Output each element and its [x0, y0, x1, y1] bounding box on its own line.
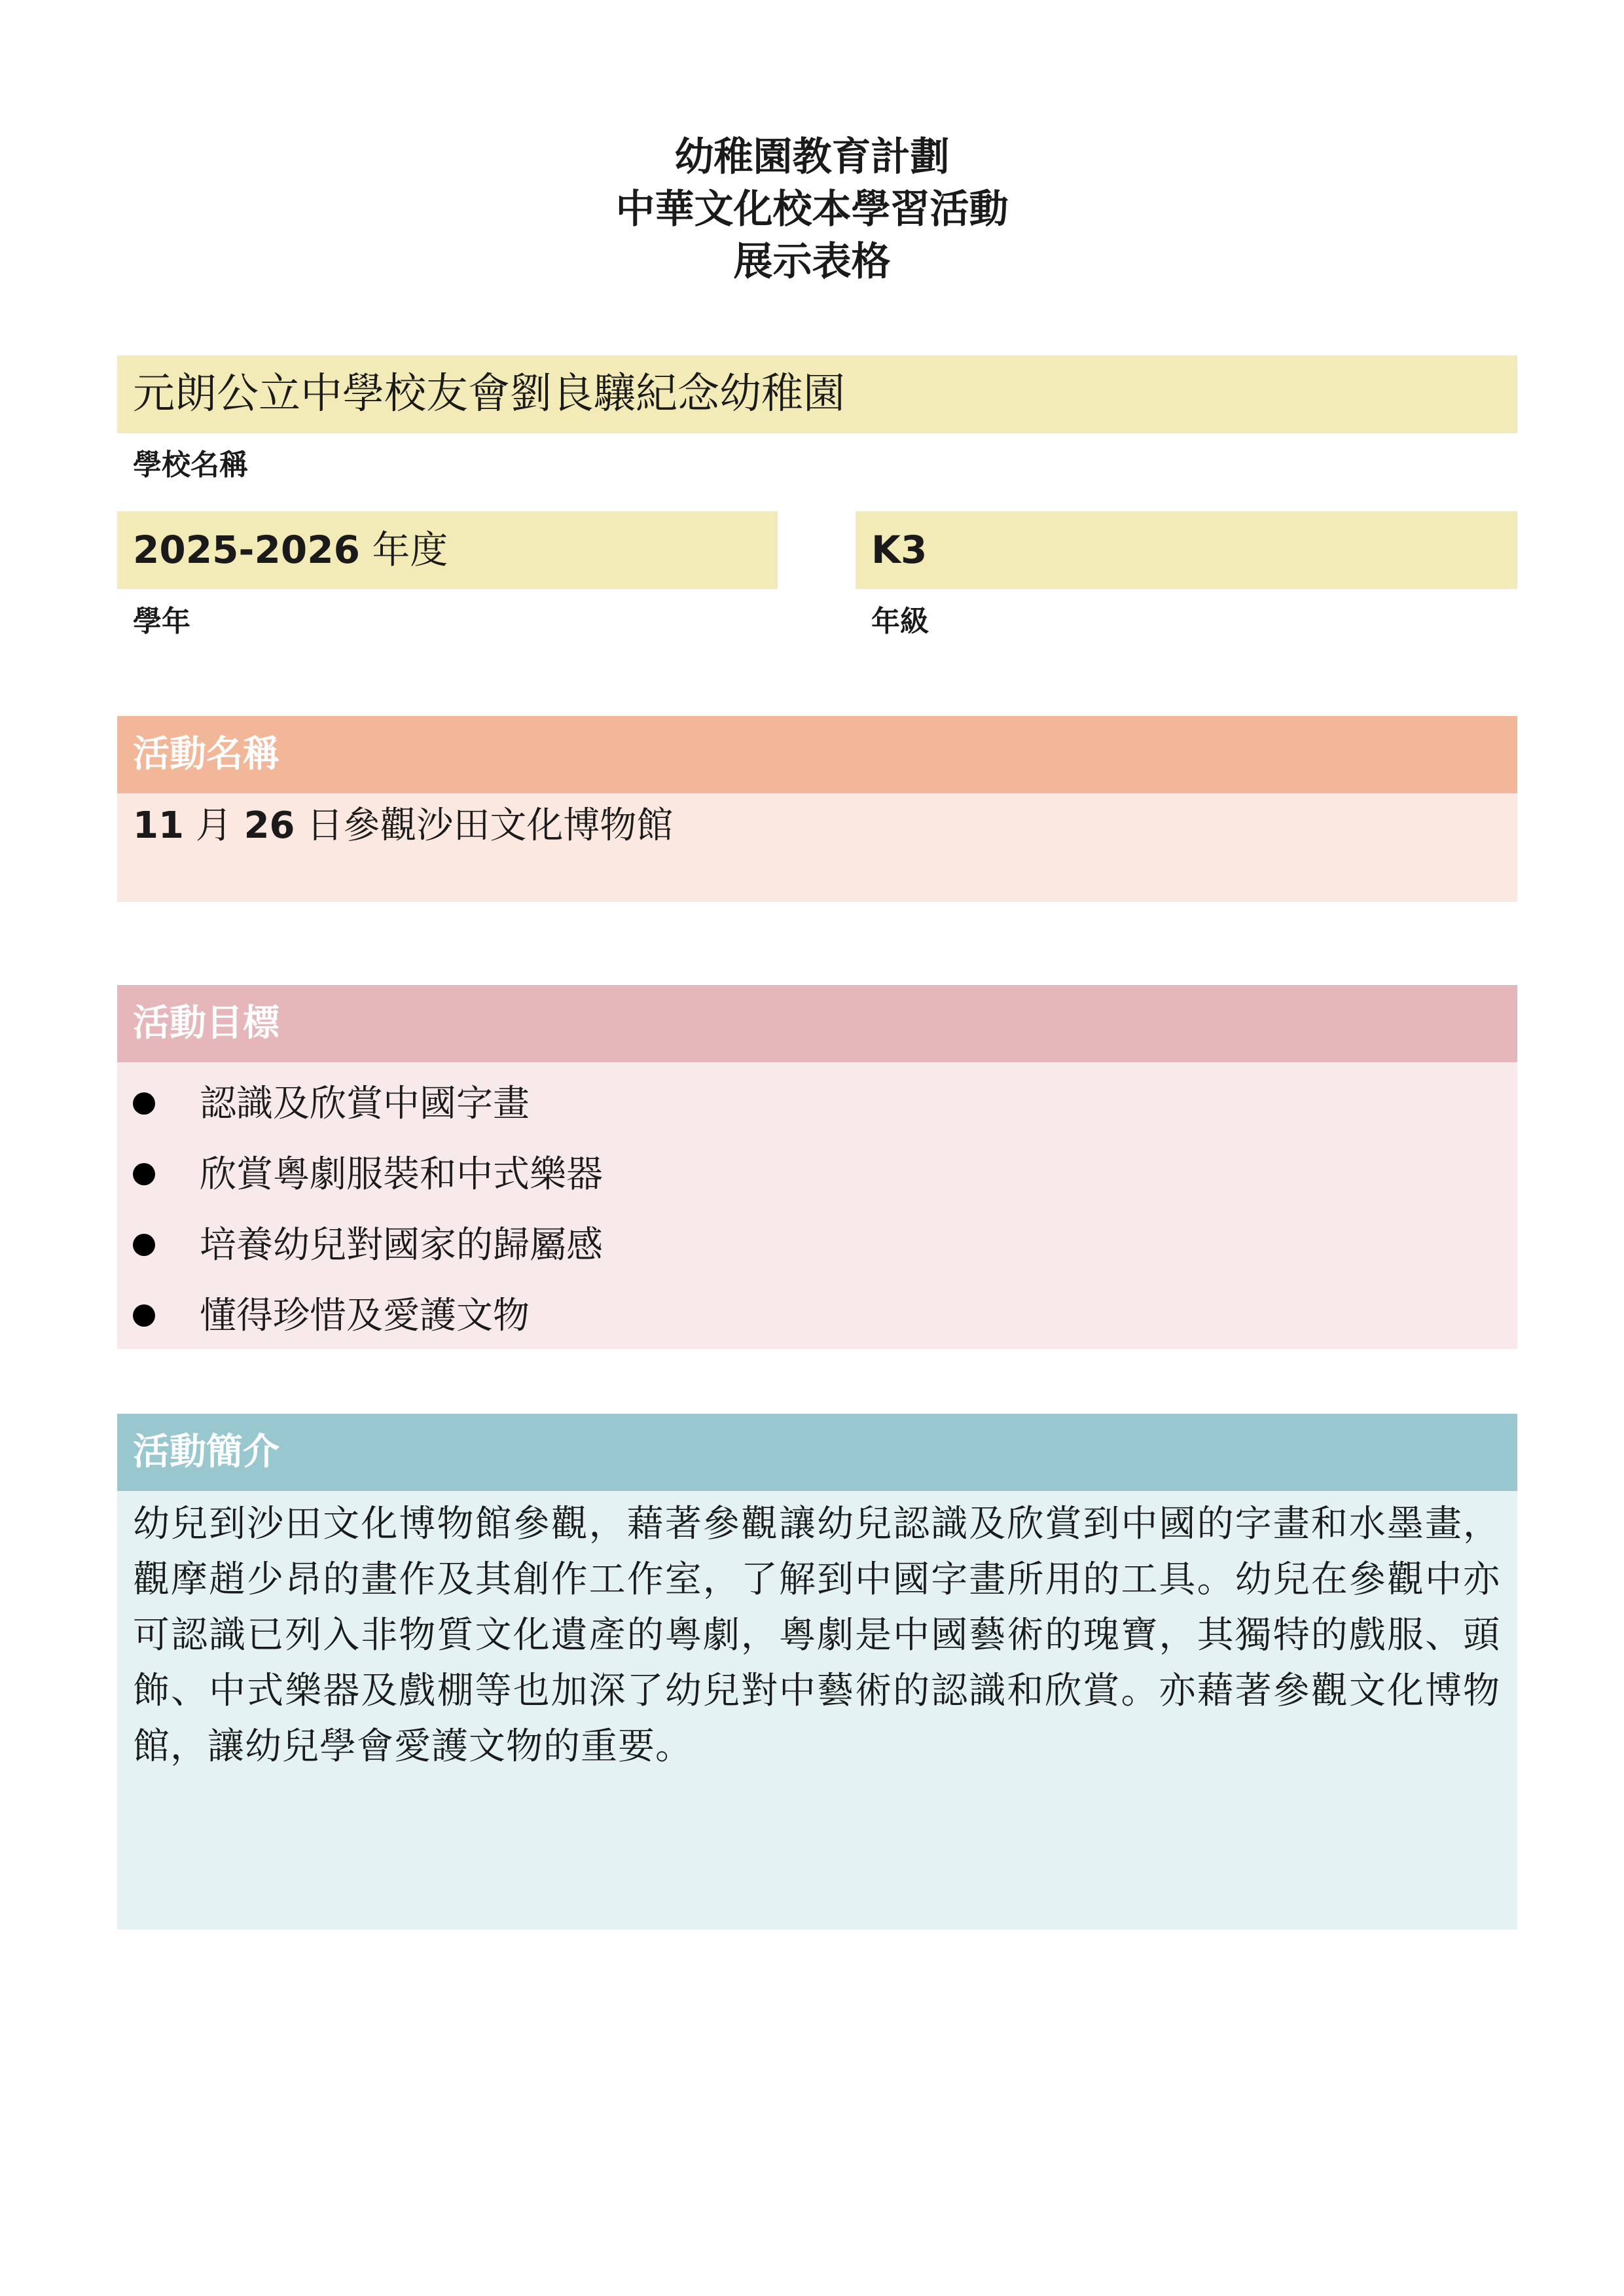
goal-text: 培養幼兒對國家的歸屬感 — [200, 1224, 603, 1266]
academic-year-suffix: 年度 — [372, 528, 448, 572]
academic-year-label: 學年 — [133, 605, 190, 638]
page-title — [0, 131, 1624, 288]
grade-field — [856, 511, 1517, 589]
bullet-icon — [133, 1304, 155, 1327]
list-item — [117, 1281, 1517, 1352]
bullet-icon — [133, 1163, 155, 1185]
activity-month: 11 — [133, 804, 184, 847]
list-item — [117, 1069, 1517, 1139]
activity-intro-heading: 活動簡介 — [117, 1414, 1517, 1491]
goal-text: 懂得珍惜及愛護文物 — [200, 1295, 530, 1337]
grade-value: K3 — [871, 528, 928, 572]
activity-goals-heading: 活動目標 — [117, 985, 1517, 1062]
activity-intro-text: 幼兒到沙田文化博物館參觀，藉著參觀讓幼兒認識及欣賞到中國的字畫和水墨畫，觀摩趙少昂的畫作及其創作工作室，了解到中國字畫所用的工具。幼兒在參觀中亦可認識已列入非物質文化遺產的粵劇，粵劇是中國藝術的瑰寶，其獨特的戲服、頭飾、中式樂器及戲棚等也加深了幼兒對中藝術的認識和欣賞。亦藉著參觀文化博物館，讓幼兒學會愛護文物的重要。 — [117, 1491, 1517, 1929]
school-name-label: 學校名稱 — [133, 448, 248, 482]
grade-label: 年級 — [871, 605, 929, 638]
academic-year-value: 2025-2026 — [133, 528, 360, 572]
title-line-1: 幼稚園教育計劃 — [674, 134, 950, 180]
list-item — [117, 1210, 1517, 1281]
activity-month-unit: 月 — [195, 804, 232, 847]
activity-name-rest: 日參觀沙田文化博物館 — [306, 804, 674, 847]
school-name-field — [117, 355, 1517, 433]
goal-text: 認識及欣賞中國字畫 — [200, 1083, 530, 1125]
title-line-3: 展示表格 — [733, 239, 891, 285]
list-item — [117, 1139, 1517, 1210]
bullet-icon — [133, 1092, 155, 1115]
goal-text: 欣賞粵劇服裝和中式樂器 — [200, 1153, 603, 1196]
academic-year-field — [117, 511, 778, 589]
activity-goals-list — [117, 1062, 1517, 1349]
activity-day: 26 — [244, 804, 295, 847]
activity-name-body — [117, 793, 1517, 902]
bullet-icon — [133, 1234, 155, 1256]
activity-name-heading: 活動名稱 — [117, 716, 1517, 793]
school-name-value: 元朗公立中學校友會劉良驤紀念幼稚園 — [133, 370, 845, 418]
title-line-2: 中華文化校本學習活動 — [615, 187, 1009, 232]
